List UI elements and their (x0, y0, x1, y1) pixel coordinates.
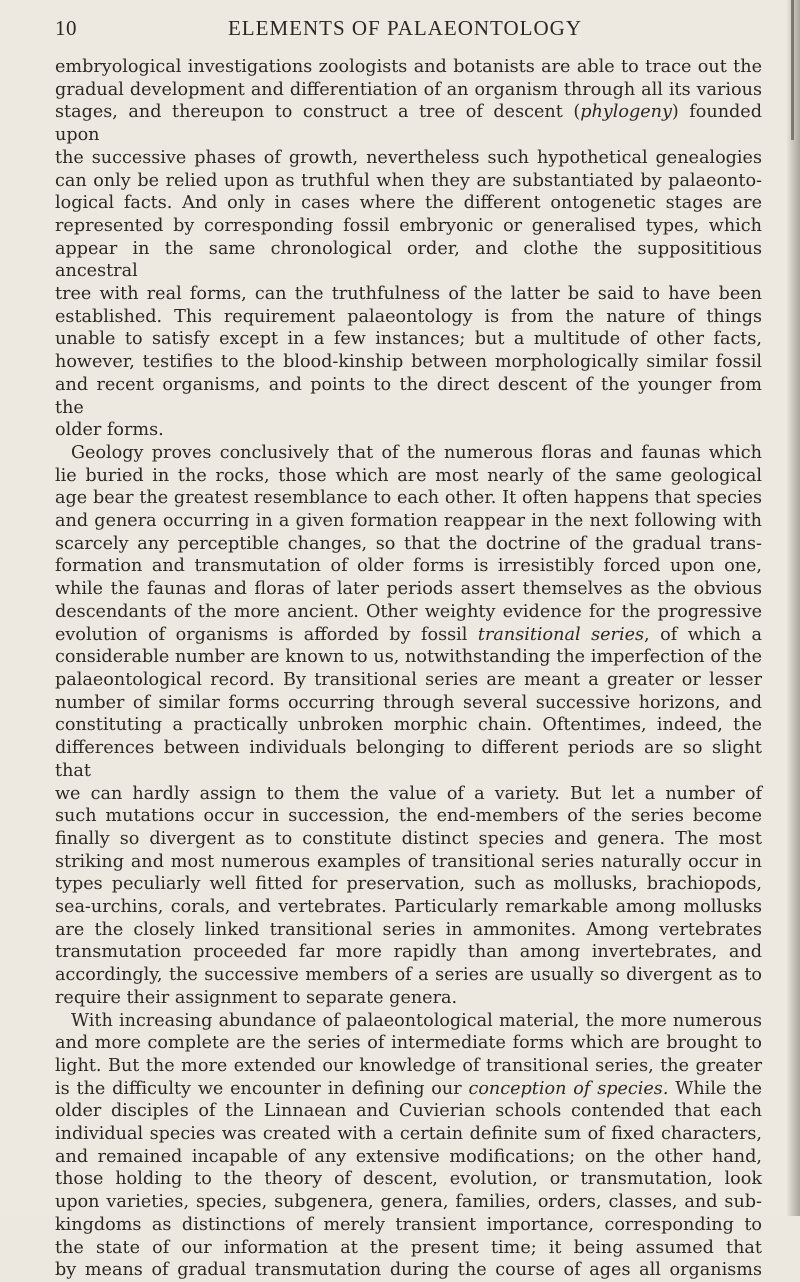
text-line (55, 328, 762, 351)
text-run: the successive phases of growth, nevertheless such hypothetical genealogies (55, 147, 762, 168)
text-run: gradual development and differentiation of an organism through all its various (55, 79, 762, 100)
text-run: With increasing abundance of palaeontological material, the more numerous (71, 1010, 762, 1031)
text-line (55, 1191, 762, 1214)
text-run: we can hardly assign to them the value of a variety. But let a number of (55, 783, 762, 804)
text-line (55, 56, 762, 79)
text-run: and recent organisms, and points to the direct descent of the younger from the (55, 374, 762, 418)
text-line (55, 487, 762, 510)
text-run: accordingly, the successive members of a series are usually so divergent as to (55, 965, 762, 986)
text-line (55, 170, 762, 193)
text-run: , of which a (644, 624, 762, 645)
text-line (55, 1055, 762, 1078)
italic-text: conception of species. (468, 1078, 669, 1099)
text-line (55, 351, 762, 374)
text-run: those holding to the theory of descent, evolution, or transmutation, look (55, 1169, 762, 1190)
page-header (55, 16, 755, 46)
italic-text: phylogeny (580, 102, 672, 123)
binding-edge-mark (791, 0, 794, 140)
text-line (55, 442, 762, 465)
text-run: light. But the more extended our knowledge of transitional series, the greater (55, 1055, 762, 1076)
text-run: number of similar forms occurring through several successive horizons, and (55, 692, 762, 713)
text-run: formation and transmutation of older forms is irresistibly forced upon one, (55, 556, 762, 577)
text-run: lie buried in the rocks, those which are most nearly of the same geological (55, 465, 762, 486)
text-run: Geology proves conclusively that of the numerous floras and faunas which (71, 442, 762, 463)
text-line (55, 692, 762, 715)
text-line (55, 873, 762, 896)
page-edge-shadow (786, 0, 800, 1216)
text-line (55, 783, 762, 806)
text-run: striking and most numerous examples of transitional series naturally occur in (55, 851, 762, 872)
text-line (55, 1214, 762, 1237)
text-run: age bear the greatest resemblance to each other. It often happens that species (55, 488, 762, 509)
text-run: individual species was created with a certain definite sum of fixed characters, (55, 1124, 762, 1145)
text-run: is the difficulty we encounter in defining our (55, 1078, 469, 1099)
italic-text: transitional series (477, 624, 645, 645)
text-run: sea-urchins, corals, and vertebrates. Particularly remarkable among mollusks (55, 897, 762, 918)
text-line (55, 896, 762, 919)
page-number: 10 (55, 16, 77, 40)
text-run: While the (668, 1078, 762, 1099)
text-line (55, 1100, 762, 1123)
text-line (55, 919, 762, 942)
text-run: established. This requirement palaeontology is from the nature of things (55, 306, 762, 327)
text-run: and more complete are the series of intermediate forms which are brought to (55, 1033, 762, 1054)
text-line (55, 737, 762, 782)
text-line (55, 510, 762, 533)
text-line (55, 1146, 762, 1169)
text-run: can only be relied upon as truthful when they are substantiated by palaeonto- (55, 170, 762, 191)
text-run: transmutation proceeded far more rapidly than among invertebrates, and (55, 942, 762, 963)
text-line (55, 1168, 762, 1191)
text-line (55, 987, 762, 1010)
text-line (55, 238, 762, 283)
text-line (55, 964, 762, 987)
text-run: descendants of the more ancient. Other weighty evidence for the progressive (55, 601, 762, 622)
text-line (55, 101, 762, 146)
text-line (55, 1010, 762, 1033)
text-run: by means of gradual transmutation during the course of ages all organisms (55, 1260, 762, 1281)
text-line (55, 1259, 762, 1282)
text-line (55, 79, 762, 102)
text-run: constituting a practically unbroken morphic chain. Oftentimes, indeed, the (55, 715, 762, 736)
text-line (55, 624, 762, 647)
text-run: stages, and thereupon to construct a tree of descent ( (55, 102, 581, 123)
text-line (55, 851, 762, 874)
text-run: while the faunas and floras of later periods assert themselves as the obvious (55, 579, 762, 600)
text-run: palaeontological record. By transitional series are meant a greater or lesser (55, 669, 762, 690)
text-run: however, testifies to the blood-kinship between morphologically similar fossil (55, 352, 762, 373)
text-run: unable to satisfy except in a few instances; but a multitude of other facts, (55, 329, 762, 350)
text-run: upon varieties, species, subgenera, genera, families, orders, classes, and sub- (55, 1192, 762, 1213)
text-line (55, 646, 762, 669)
text-line (55, 828, 762, 851)
text-run: and genera occurring in a given formation reappear in the next following with (55, 511, 762, 532)
text-run: ) founded upon (55, 102, 762, 146)
text-run: types peculiarly well fitted for preservation, such as mollusks, brachiopods, (55, 874, 762, 895)
text-line (55, 192, 762, 215)
text-line (55, 714, 762, 737)
text-run: represented by corresponding fossil embryonic or generalised types, which (55, 215, 762, 236)
text-line (55, 465, 762, 488)
text-run: and remained incapable of any extensive modifications; on the other hand, (55, 1146, 762, 1167)
text-line (55, 578, 762, 601)
text-line (55, 374, 762, 419)
text-line (55, 283, 762, 306)
text-line (55, 805, 762, 828)
text-line (55, 941, 762, 964)
text-run: such mutations occur in succession, the end-members of the series become (55, 806, 762, 827)
text-run: differences between individuals belonging to different periods are so slight that (55, 738, 762, 781)
text-run: logical facts. And only in cases where the different ontogenetic stages are (55, 193, 762, 214)
text-run: are the closely linked transitional series in ammonites. Among vertebrates (55, 919, 762, 940)
text-line (55, 601, 762, 624)
text-run: the state of our information at the present time; it being assumed that (55, 1237, 762, 1258)
text-run: kingdoms as distinctions of merely transient importance, corresponding to (55, 1214, 762, 1235)
text-run: scarcely any perceptible changes, so that the doctrine of the gradual trans- (55, 533, 762, 554)
text-run: older forms. (55, 420, 164, 441)
text-run: embryological investigations zoologists and botanists are able to trace out the (55, 57, 762, 77)
text-line (55, 147, 762, 170)
text-run: tree with real forms, can the truthfulness of the latter be said to have been (55, 284, 762, 305)
text-line (55, 419, 762, 442)
text-run: older disciples of the Linnaean and Cuvierian schools contended that each (55, 1101, 762, 1122)
text-line (55, 555, 762, 578)
text-run: appear in the same chronological order, and clothe the supposititious ancestral (55, 238, 762, 282)
text-line (55, 215, 762, 238)
text-line (55, 306, 762, 329)
text-run: require their assignment to separate genera. (55, 987, 458, 1008)
text-line (55, 1078, 762, 1101)
text-run: evolution of organisms is afforded by fossil (55, 624, 478, 645)
running-title: ELEMENTS OF PALAEONTOLOGY (227, 16, 582, 40)
text-run: considerable number are known to us, notwithstanding the imperfection of the (55, 647, 762, 668)
text-line (55, 1237, 762, 1260)
text-line (55, 1123, 762, 1146)
body-text (55, 56, 762, 1282)
text-line (55, 533, 762, 556)
text-line (55, 1032, 762, 1055)
text-line (55, 669, 762, 692)
text-run: finally so divergent as to constitute distinct species and genera. The most (55, 828, 762, 849)
